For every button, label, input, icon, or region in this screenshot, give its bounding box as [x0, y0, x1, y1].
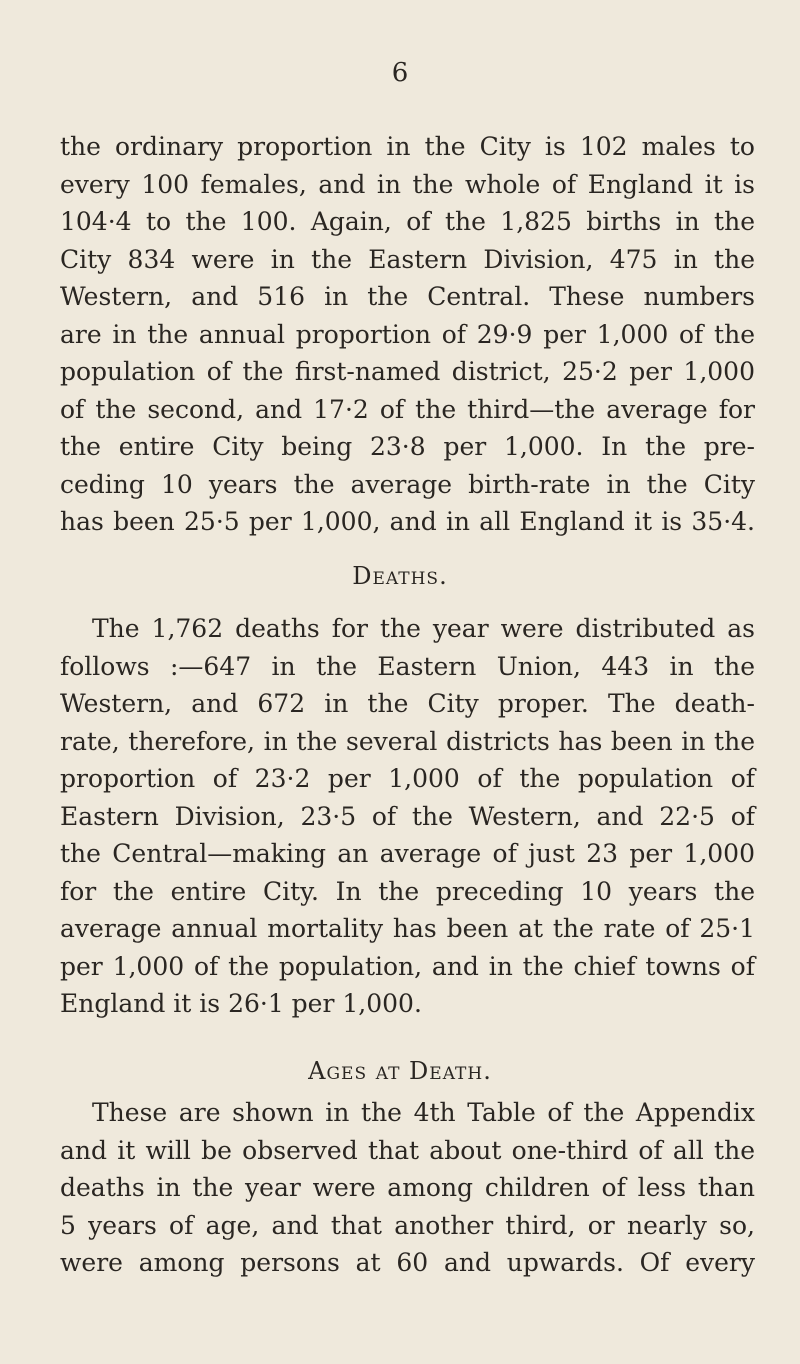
section-heading-deaths: Deaths. — [352, 562, 448, 590]
text-line: average annual mortality has been at the rate of 25·1 — [60, 914, 755, 943]
text-line: Western, and 516 in the Central. These numbers — [60, 282, 755, 311]
text-line: are in the annual proportion of 29·9 per 1,000 of the — [60, 319, 755, 349]
section-heading-ages-at-death: Ages at Death. — [308, 1057, 492, 1085]
text-line: rate, therefore, in the several districts has been in the — [60, 726, 755, 756]
text-line: These are shown in the 4th Table of the Appendix — [92, 1098, 755, 1127]
text-line: the Central—making an average of just 23 per 1,000 — [60, 839, 755, 868]
text-line: ceding 10 years the average birth-rate in the City — [60, 469, 755, 499]
text-line: per 1,000 of the population, and in the chief towns of — [60, 951, 755, 981]
text-line: for the entire City. In the preceding 10 years the — [60, 876, 755, 906]
text-line: City 834 were in the Eastern Division, 475 in the — [60, 244, 755, 274]
paragraph-births — [60, 128, 755, 541]
text-line: The 1,762 deaths for the year were distributed as — [92, 614, 755, 643]
text-line: England it is 26·1 per 1,000. — [60, 989, 422, 1018]
text-line: and it will be observed that about one-third of all the — [60, 1135, 755, 1165]
text-line: 104·4 to the 100. Again, of the 1,825 births in the — [60, 207, 755, 236]
text-line: population of the first-named district, 25·2 per 1,000 — [60, 357, 755, 386]
text-line: deaths in the year were among children of less than — [60, 1173, 755, 1202]
paragraph-ages-at-death — [60, 1094, 755, 1282]
text-line: the ordinary proportion in the City is 102 males to — [60, 132, 755, 161]
text-line: proportion of 23·2 per 1,000 of the population of — [60, 764, 755, 793]
text-line: the entire City being 23·8 per 1,000. In the pre- — [60, 432, 755, 461]
paragraph-deaths — [60, 610, 755, 1023]
page-number: 6 — [391, 58, 409, 88]
text-line: 5 years of age, and that another third, or nearly so, — [60, 1210, 755, 1240]
text-line: Eastern Division, 23·5 of the Western, and 22·5 of — [60, 801, 755, 831]
text-line: Western, and 672 in the City proper. The death- — [60, 689, 755, 718]
text-line: every 100 females, and in the whole of England it is — [60, 169, 755, 199]
text-line: were among persons at 60 and upwards. Of every — [60, 1248, 755, 1277]
text-line: follows :—647 in the Eastern Union, 443 in the — [60, 651, 755, 681]
text-line: has been 25·5 per 1,000, and in all England it is 35·4. — [60, 507, 755, 536]
text-line: of the second, and 17·2 of the third—the average for — [60, 394, 755, 424]
